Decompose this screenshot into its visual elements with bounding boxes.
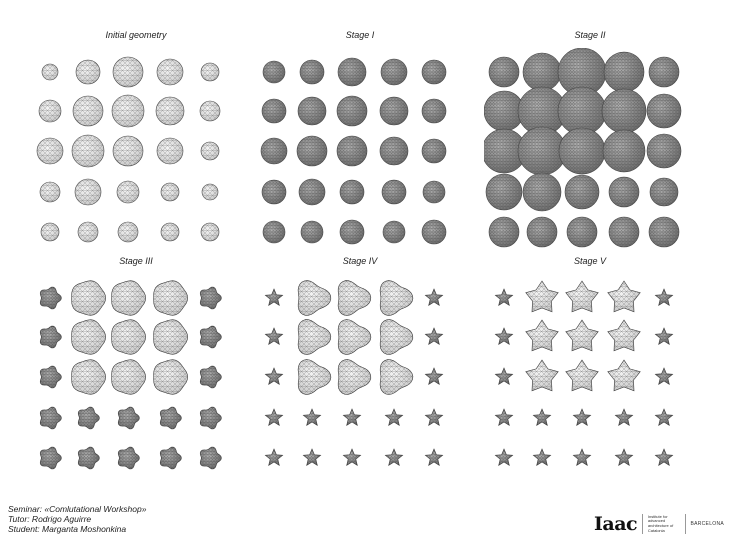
mesh-shape-r5-c1-mesh xyxy=(489,217,519,247)
mesh-shape-r2-c2-mesh xyxy=(73,96,103,126)
mesh-shape-r2-c5-mesh xyxy=(425,328,442,344)
sphere-grid-stage-2 xyxy=(484,48,696,258)
mesh-shape-r5-c5-mesh xyxy=(425,449,442,465)
mesh-shape-r1-c1-mesh xyxy=(263,61,285,83)
mesh-shape-r2-c4-mesh xyxy=(602,89,646,133)
mesh-shape-r3-c2-mesh xyxy=(72,360,106,395)
mesh-shape-r3-c5-mesh xyxy=(201,142,219,160)
panel-title: Stage II xyxy=(574,30,606,40)
mesh-shape-r3-c4-mesh xyxy=(380,360,413,395)
mesh-shape-r3-c2-mesh xyxy=(526,360,558,391)
mesh-shape-r4-c1-mesh xyxy=(265,409,282,425)
mesh-shape-r4-c3-mesh xyxy=(573,409,590,425)
mesh-shape-r1-c4-mesh xyxy=(604,52,644,92)
logo-mark: Iaac xyxy=(594,513,638,535)
panel-stage-4 xyxy=(254,256,466,481)
mesh-shape-r5-c5-mesh xyxy=(649,217,679,247)
mesh-shape-r2-c1-mesh xyxy=(39,100,61,122)
mesh-shape-r1-c3-mesh xyxy=(112,281,146,316)
mesh-shape-r5-c2-mesh xyxy=(78,447,99,469)
sphere-grid-initial xyxy=(30,48,242,258)
mesh-shape-r2-c5-mesh xyxy=(200,101,220,121)
mesh-shape-r5-c1-mesh xyxy=(263,221,285,243)
mesh-shape-r1-c5-mesh xyxy=(425,289,442,305)
mesh-shape-r3-c5-mesh xyxy=(422,139,446,163)
mesh-shape-r5-c4-mesh xyxy=(383,221,405,243)
mesh-shape-r3-c5-mesh xyxy=(200,366,221,388)
mesh-shape-r4-c1-mesh xyxy=(40,182,60,202)
mesh-shape-r4-c3-mesh xyxy=(565,175,599,209)
mesh-shape-r4-c5-mesh xyxy=(202,184,218,200)
mesh-shape-r1-c2-mesh xyxy=(76,60,100,84)
mesh-shape-r3-c3-mesh xyxy=(566,360,598,391)
mesh-shape-r2-c4-mesh xyxy=(608,320,640,351)
mesh-shape-r2-c4-mesh xyxy=(154,320,188,355)
mesh-shape-r2-c3-mesh xyxy=(337,96,367,126)
mesh-shape-r4-c4-mesh xyxy=(161,183,179,201)
mesh-shape-r3-c2-mesh xyxy=(297,136,327,166)
mesh-shape-r4-c4-mesh xyxy=(609,177,639,207)
panel-stage-5 xyxy=(484,256,696,481)
panel-stage-3 xyxy=(30,256,242,481)
mesh-shape-r1-c1-mesh xyxy=(495,289,512,305)
mesh-shape-r5-c1-mesh xyxy=(41,223,59,241)
mesh-shape-r5-c2-mesh xyxy=(527,217,557,247)
mesh-shape-r1-c5-mesh xyxy=(422,60,446,84)
mesh-shape-r2-c1-mesh xyxy=(262,99,286,123)
credits-seminar: Seminar: «Comlutational Workshop» xyxy=(8,504,147,514)
mesh-shape-r5-c5-mesh xyxy=(201,223,219,241)
panel-title: Stage I xyxy=(345,30,375,40)
mesh-shape-r2-c3-mesh xyxy=(338,320,371,355)
mesh-shape-r4-c5-mesh xyxy=(650,178,678,206)
mesh-shape-r3-c3-mesh xyxy=(338,360,371,395)
mesh-shape-r5-c5-mesh xyxy=(655,449,672,465)
mesh-shape-r2-c5-mesh xyxy=(647,94,681,128)
mesh-shape-r5-c3-mesh xyxy=(340,220,364,244)
mesh-shape-r5-c5-mesh xyxy=(200,447,221,469)
mesh-shape-r1-c1-mesh xyxy=(265,289,282,305)
mesh-shape-r4-c1-mesh xyxy=(40,407,61,429)
mesh-shape-r3-c5-mesh xyxy=(425,368,442,384)
mesh-shape-r1-c3-mesh xyxy=(113,57,143,87)
mesh-shape-r1-c1-mesh xyxy=(489,57,519,87)
mesh-shape-r5-c2-mesh xyxy=(78,222,98,242)
mesh-shape-r1-c5-mesh xyxy=(200,287,221,309)
mesh-shape-r4-c2-mesh xyxy=(78,407,99,429)
mesh-shape-r4-c2-mesh xyxy=(303,409,320,425)
logo-divider xyxy=(685,514,686,534)
mesh-shape-r4-c3-mesh xyxy=(118,407,139,429)
mesh-shape-r1-c2-mesh xyxy=(72,281,106,316)
mesh-shape-r5-c2-mesh xyxy=(303,449,320,465)
mesh-shape-r1-c1-mesh xyxy=(42,64,58,80)
sphere-grid-stage-1 xyxy=(254,48,466,258)
mesh-shape-r5-c1-mesh xyxy=(265,449,282,465)
mesh-shape-r2-c1-mesh xyxy=(495,328,512,344)
mesh-shape-r4-c4-mesh xyxy=(385,409,402,425)
panel-initial-geometry xyxy=(30,30,242,255)
mesh-shape-r3-c3-mesh xyxy=(337,136,367,166)
mesh-shape-r4-c3-mesh xyxy=(343,409,360,425)
mesh-shape-r5-c4-mesh xyxy=(615,449,632,465)
mesh-shape-r2-c5-mesh xyxy=(422,99,446,123)
mesh-shape-r1-c5-mesh xyxy=(201,63,219,81)
mesh-shape-r3-c2-mesh xyxy=(72,135,104,167)
mesh-shape-r2-c4-mesh xyxy=(380,97,408,125)
mesh-shape-r1-c2-mesh xyxy=(300,60,324,84)
mesh-shape-r3-c4-mesh xyxy=(157,138,183,164)
mesh-shape-r5-c1-mesh xyxy=(40,447,61,469)
mesh-shape-r3-c5-mesh xyxy=(647,134,681,168)
mesh-shape-r5-c2-mesh xyxy=(301,221,323,243)
mesh-shape-r5-c4-mesh xyxy=(385,449,402,465)
mesh-shape-r4-c2-mesh xyxy=(299,179,325,205)
mesh-shape-r3-c1-mesh xyxy=(265,368,282,384)
mesh-shape-r1-c4-mesh xyxy=(154,281,188,316)
logo-institute-text: Institute for advanced architecture of Catalonia xyxy=(647,513,674,533)
sphere-grid-stage-4 xyxy=(254,274,466,484)
mesh-shape-r5-c3-mesh xyxy=(118,447,139,469)
mesh-shape-r2-c2-mesh xyxy=(298,320,331,355)
mesh-shape-r2-c5-mesh xyxy=(200,326,221,348)
panel-stage-1 xyxy=(254,30,466,255)
mesh-shape-r4-c5-mesh xyxy=(200,407,221,429)
panel-title: Stage IV xyxy=(342,256,378,266)
mesh-shape-r1-c2-mesh xyxy=(523,53,561,91)
mesh-shape-r5-c4-mesh xyxy=(609,217,639,247)
mesh-shape-r4-c5-mesh xyxy=(425,409,442,425)
panel-title: Initial geometry xyxy=(105,30,167,40)
mesh-shape-r3-c1-mesh xyxy=(261,138,287,164)
panel-stage-2 xyxy=(484,30,696,255)
sphere-grid-stage-5 xyxy=(484,274,696,484)
mesh-shape-r5-c5-mesh xyxy=(422,220,446,244)
mesh-shape-r5-c4-mesh xyxy=(160,447,181,469)
mesh-shape-r3-c1-mesh xyxy=(37,138,63,164)
mesh-shape-r4-c3-mesh xyxy=(340,180,364,204)
mesh-shape-r1-c3-mesh xyxy=(338,58,366,86)
mesh-shape-r5-c4-mesh xyxy=(161,223,179,241)
mesh-shape-r3-c1-mesh xyxy=(40,366,61,388)
mesh-shape-r2-c3-mesh xyxy=(566,320,598,351)
mesh-shape-r3-c4-mesh xyxy=(603,130,645,172)
panel-title: Stage V xyxy=(573,256,607,266)
mesh-shape-r3-c4-mesh xyxy=(608,360,640,391)
mesh-shape-r1-c2-mesh xyxy=(298,281,331,316)
mesh-shape-r4-c2-mesh xyxy=(75,179,101,205)
mesh-shape-r2-c4-mesh xyxy=(156,97,184,125)
mesh-shape-r5-c3-mesh xyxy=(573,449,590,465)
mesh-shape-r4-c4-mesh xyxy=(160,407,181,429)
mesh-shape-r3-c3-mesh xyxy=(113,136,143,166)
mesh-shape-r2-c2-mesh xyxy=(526,320,558,351)
mesh-shape-r1-c2-mesh xyxy=(526,281,558,312)
mesh-shape-r1-c4-mesh xyxy=(380,281,413,316)
credits-block xyxy=(8,504,146,534)
mesh-shape-r2-c3-mesh xyxy=(112,320,146,355)
mesh-shape-r2-c1-mesh xyxy=(265,328,282,344)
credits-tutor: Tutor: Rodrigo Aguirre xyxy=(8,514,92,524)
mesh-shape-r1-c1-mesh xyxy=(40,287,61,309)
mesh-shape-r4-c2-mesh xyxy=(533,409,550,425)
mesh-shape-r2-c2-mesh xyxy=(298,97,326,125)
mesh-shape-r3-c1-mesh xyxy=(495,368,512,384)
mesh-shape-r3-c2-mesh xyxy=(298,360,331,395)
mesh-shape-r2-c3-mesh xyxy=(112,95,144,127)
mesh-shape-r3-c4-mesh xyxy=(380,137,408,165)
mesh-shape-r2-c5-mesh xyxy=(655,328,672,344)
mesh-shape-r3-c5-mesh xyxy=(655,368,672,384)
mesh-shape-r5-c2-mesh xyxy=(533,449,550,465)
mesh-shape-r4-c2-mesh xyxy=(523,173,561,211)
mesh-shape-r2-c1-mesh xyxy=(40,326,61,348)
mesh-shape-r3-c3-mesh xyxy=(112,360,146,395)
logo-city-text: BARCELONA xyxy=(690,521,725,527)
mesh-shape-r1-c3-mesh xyxy=(338,281,371,316)
mesh-shape-r5-c1-mesh xyxy=(495,449,512,465)
logo-divider xyxy=(642,514,643,534)
mesh-shape-r4-c5-mesh xyxy=(655,409,672,425)
mesh-shape-r5-c3-mesh xyxy=(567,217,597,247)
mesh-shape-r1-c5-mesh xyxy=(655,289,672,305)
mesh-shape-r2-c4-mesh xyxy=(380,320,413,355)
mesh-shape-r1-c5-mesh xyxy=(649,57,679,87)
sphere-grid-stage-3 xyxy=(30,274,242,484)
mesh-shape-r1-c4-mesh xyxy=(608,281,640,312)
mesh-shape-r4-c1-mesh xyxy=(486,174,522,210)
credits-student: Student: Marganta Moshonkina xyxy=(8,524,127,534)
mesh-shape-r4-c4-mesh xyxy=(382,180,406,204)
mesh-shape-r3-c3-mesh xyxy=(559,128,605,174)
iaac-logo xyxy=(594,512,724,536)
mesh-shape-r5-c3-mesh xyxy=(343,449,360,465)
mesh-shape-r4-c4-mesh xyxy=(615,409,632,425)
mesh-shape-r2-c2-mesh xyxy=(72,320,106,355)
panel-title: Stage III xyxy=(119,256,153,266)
mesh-shape-r1-c3-mesh xyxy=(566,281,598,312)
mesh-shape-r4-c1-mesh xyxy=(495,409,512,425)
mesh-shape-r3-c4-mesh xyxy=(154,360,188,395)
mesh-shape-r4-c3-mesh xyxy=(117,181,139,203)
mesh-shape-r4-c5-mesh xyxy=(423,181,445,203)
mesh-shape-r1-c4-mesh xyxy=(381,59,407,85)
mesh-shape-r5-c3-mesh xyxy=(118,222,138,242)
mesh-shape-r1-c4-mesh xyxy=(157,59,183,85)
mesh-shape-r4-c1-mesh xyxy=(262,180,286,204)
